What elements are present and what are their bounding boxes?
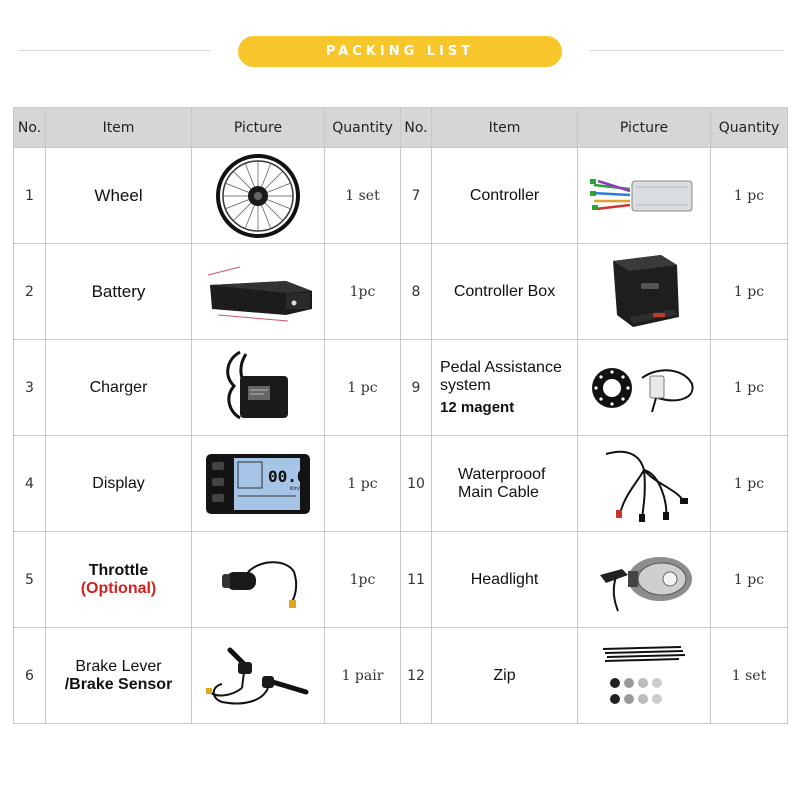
item-name: Display — [46, 436, 192, 532]
item-quantity: 1 set — [325, 148, 401, 244]
table-row — [14, 148, 788, 244]
display-unit: Km/h — [290, 485, 304, 492]
item-number: 1 — [14, 148, 46, 244]
item-name — [46, 532, 192, 628]
item-name — [46, 628, 192, 724]
col-header-picture: Picture — [192, 108, 325, 148]
item-name: Charger — [46, 340, 192, 436]
item-quantity: 1 pair — [325, 628, 401, 724]
item-name-note: 12 magent — [440, 399, 515, 416]
item-name: Zip — [432, 628, 578, 724]
item-quantity: 1pc — [325, 244, 401, 340]
packing-list-table — [13, 107, 788, 724]
charger-icon — [192, 340, 325, 436]
controller-box-icon — [578, 244, 711, 340]
item-name-line: Main Cable — [458, 483, 539, 501]
col-header-quantity: Quantity — [325, 108, 401, 148]
item-number: 7 — [401, 148, 432, 244]
headlight-icon — [578, 532, 711, 628]
item-number: 5 — [14, 532, 46, 628]
item-name-line: /Brake Sensor — [64, 675, 173, 693]
throttle-icon — [192, 532, 325, 628]
main-cable-icon — [578, 436, 711, 532]
item-name-line: Throttle — [88, 561, 149, 579]
col-header-no: No. — [14, 108, 46, 148]
packing-list-banner: PACKING LIST — [238, 36, 562, 67]
item-quantity: 1 pc — [325, 436, 401, 532]
item-number: 2 — [14, 244, 46, 340]
table-row — [14, 244, 788, 340]
col-header-no: No. — [401, 108, 432, 148]
pas-sensor-icon — [578, 340, 711, 436]
item-number: 8 — [401, 244, 432, 340]
item-number: 3 — [14, 340, 46, 436]
item-number: 4 — [14, 436, 46, 532]
col-header-quantity: Quantity — [711, 108, 788, 148]
item-quantity: 1 pc — [711, 532, 788, 628]
battery-icon — [192, 244, 325, 340]
col-header-picture: Picture — [578, 108, 711, 148]
item-quantity: 1 pc — [711, 436, 788, 532]
item-number: 11 — [401, 532, 432, 628]
controller-icon — [578, 148, 711, 244]
item-name-line: Pedal Assistance — [440, 359, 562, 376]
display-reading: 00.0 — [268, 466, 307, 486]
table-row — [14, 436, 788, 532]
item-number: 9 — [401, 340, 432, 436]
item-quantity: 1 pc — [711, 340, 788, 436]
table-row — [14, 532, 788, 628]
item-name: Battery — [46, 244, 192, 340]
table-header-row — [14, 108, 788, 148]
brake-lever-icon — [192, 628, 325, 724]
item-name — [432, 436, 578, 532]
item-number: 6 — [14, 628, 46, 724]
header-rule-left — [18, 50, 210, 51]
header-rule-right — [590, 50, 783, 51]
item-name-line: Waterprooof — [458, 465, 546, 483]
item-quantity: 1 set — [711, 628, 788, 724]
item-number: 12 — [401, 628, 432, 724]
table-row — [14, 628, 788, 724]
item-name — [432, 340, 578, 436]
col-header-item: Item — [432, 108, 578, 148]
optional-label: (Optional) — [80, 579, 157, 597]
table-row — [14, 340, 788, 436]
item-name: Wheel — [46, 148, 192, 244]
zip-ties-icon — [578, 628, 711, 724]
item-name-line: Brake Lever — [75, 657, 162, 675]
item-quantity: 1 pc — [711, 148, 788, 244]
item-name: Controller Box — [432, 244, 578, 340]
display-icon — [192, 436, 325, 532]
item-number: 10 — [401, 436, 432, 532]
item-quantity: 1pc — [325, 532, 401, 628]
item-name: Headlight — [432, 532, 578, 628]
wheel-icon — [192, 148, 325, 244]
col-header-item: Item — [46, 108, 192, 148]
item-quantity: 1 pc — [711, 244, 788, 340]
item-name: Controller — [432, 148, 578, 244]
item-name-line: system — [440, 377, 491, 394]
item-quantity: 1 pc — [325, 340, 401, 436]
